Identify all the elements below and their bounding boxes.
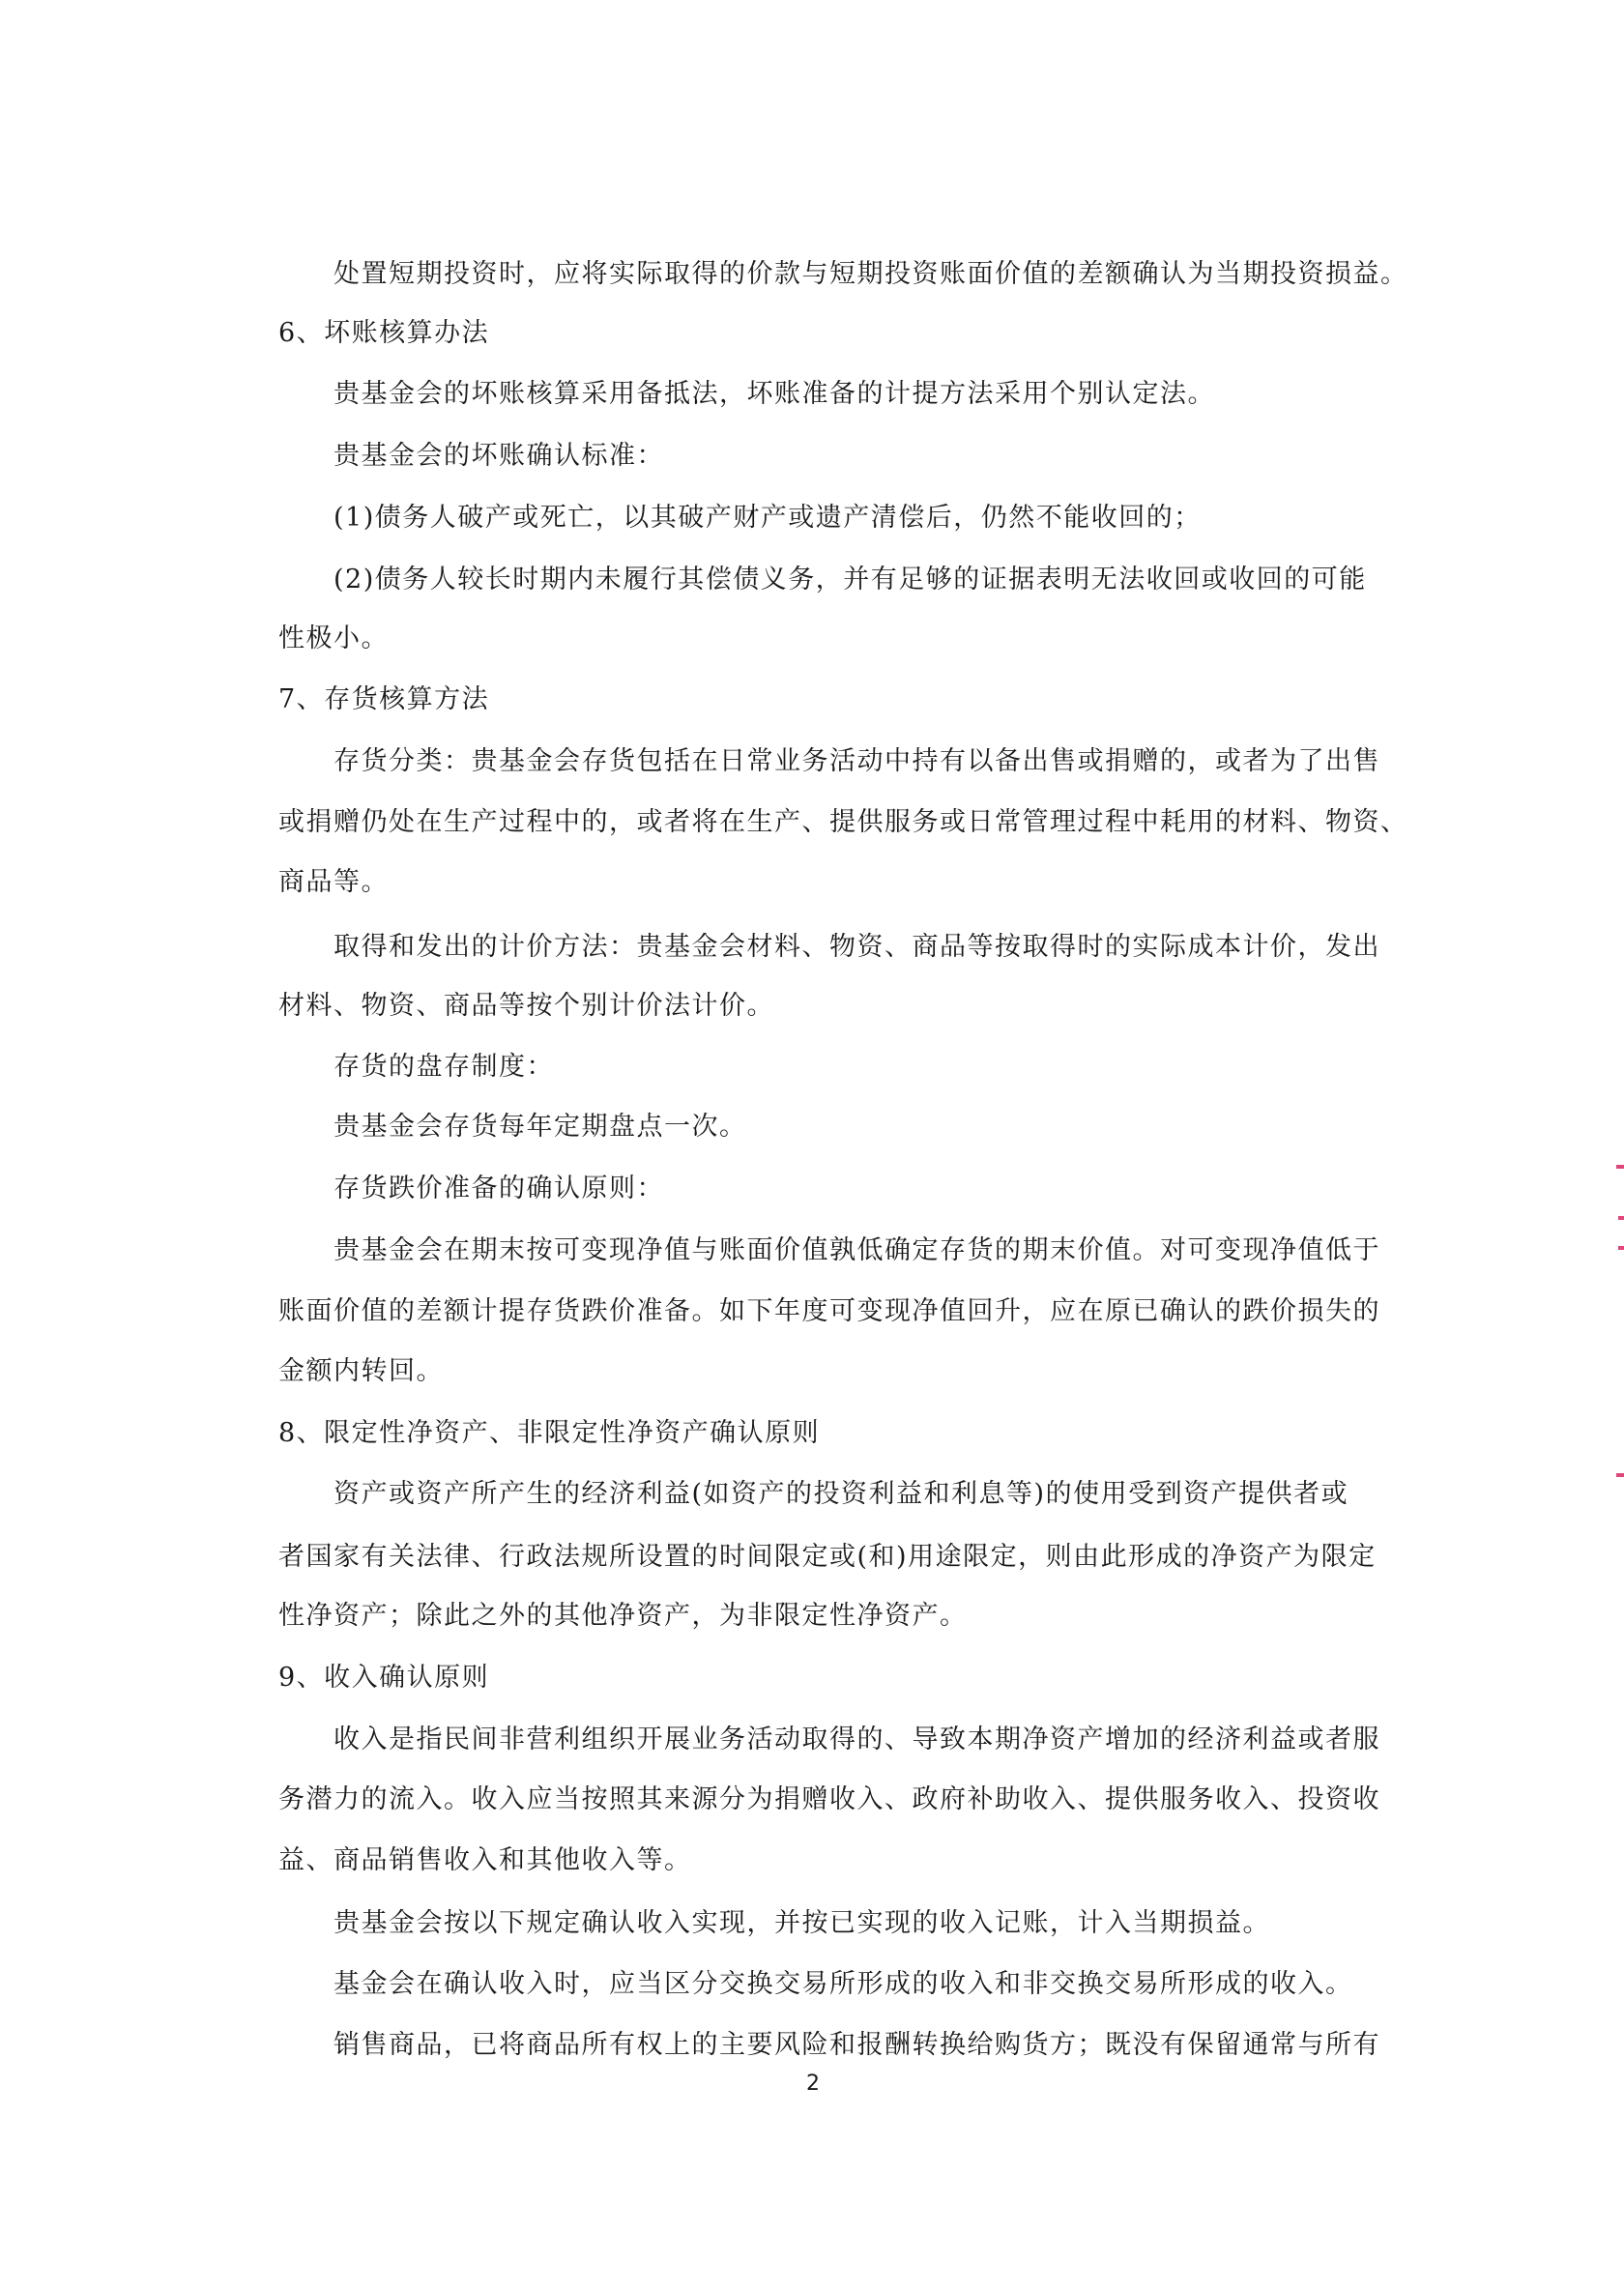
margin-mark (1616, 1165, 1624, 1169)
paragraph-line: 贵基金会存货每年定期盘点一次。 (334, 1112, 747, 1142)
paragraph-line: 资产或资产所产生的经济利益(如资产的投资利益和利息等)的使用受到资产提供者或 (334, 1479, 1349, 1509)
paragraph-line: 商品等。 (278, 867, 389, 897)
list-item: (1)债务人破产或死亡，以其破产财产或遗产清偿后，仍然不能收回的； (334, 503, 1202, 533)
paragraph-line: 贵基金会在期末按可变现净值与账面价值孰低确定存货的期末价值。对可变现净值低于 (334, 1235, 1380, 1265)
paragraph-line: 存货的盘存制度： (334, 1052, 554, 1082)
paragraph-line: 处置短期投资时，应将实际取得的价款与短期投资账面价值的差额确认为当期投资损益。 (334, 259, 1408, 289)
paragraph-line: 贵基金会按以下规定确认收入实现，并按已实现的收入记账，计入当期损益。 (334, 1908, 1270, 1938)
paragraph-line: 账面价值的差额计提存货跌价准备。如下年度可变现净值回升，应在原已确认的跌价损失的 (278, 1296, 1380, 1326)
paragraph-line: 基金会在确认收入时，应当区分交换交易所形成的收入和非交换交易所形成的收入。 (334, 1969, 1353, 1999)
margin-mark (1618, 1216, 1624, 1220)
paragraph-line: 贵基金会的坏账核算采用备抵法，坏账准备的计提方法采用个别认定法。 (334, 379, 1215, 409)
paragraph-line: 存货分类：贵基金会存货包括在日常业务活动中持有以备出售或捐赠的，或者为了出售 (334, 746, 1380, 776)
section-heading-6: 6、坏账核算办法 (278, 318, 490, 348)
paragraph-line: 者国家有关法律、行政法规所设置的时间限定或(和)用途限定，则由此形成的净资产为限定 (278, 1542, 1377, 1572)
section-heading-8: 8、限定性净资产、非限定性净资产确认原则 (278, 1418, 821, 1448)
section-heading-7: 7、存货核算方法 (278, 684, 490, 714)
paragraph-line: 金额内转回。 (278, 1356, 444, 1386)
paragraph-line: 取得和发出的计价方法：贵基金会材料、物资、商品等按取得时的实际成本计价，发出 (334, 932, 1380, 962)
page-number: 2 (806, 2072, 820, 2096)
paragraph-line: 收入是指民间非营利组织开展业务活动取得的、导致本期净资产增加的经济利益或者服 (334, 1725, 1380, 1754)
paragraph-line: 贵基金会的坏账确认标准： (334, 441, 664, 471)
paragraph-line: 务潜力的流入。收入应当按照其来源分为捐赠收入、政府补助收入、提供服务收入、投资收 (278, 1784, 1380, 1814)
paragraph-line: 销售商品，已将商品所有权上的主要风险和报酬转换给购货方；既没有保留通常与所有 (334, 2030, 1380, 2060)
section-heading-9: 9、收入确认原则 (278, 1663, 490, 1693)
paragraph-line: 性净资产；除此之外的其他净资产，为非限定性净资产。 (278, 1601, 968, 1631)
list-item: (2)债务人较长时期内未履行其偿债义务，并有足够的证据表明无法收回或收回的可能 (334, 565, 1367, 594)
paragraph-line: 存货跌价准备的确认原则： (334, 1174, 664, 1203)
paragraph-line: 或捐赠仍处在生产过程中的，或者将在生产、提供服务或日常管理过程中耗用的材料、物资、 (278, 807, 1408, 837)
margin-mark (1616, 1473, 1624, 1477)
paragraph-line: 性极小。 (278, 623, 389, 653)
paragraph-line: 材料、物资、商品等按个别计价法计价。 (278, 991, 774, 1021)
margin-mark (1618, 1246, 1624, 1250)
paragraph-line: 益、商品销售收入和其他收入等。 (278, 1845, 692, 1875)
